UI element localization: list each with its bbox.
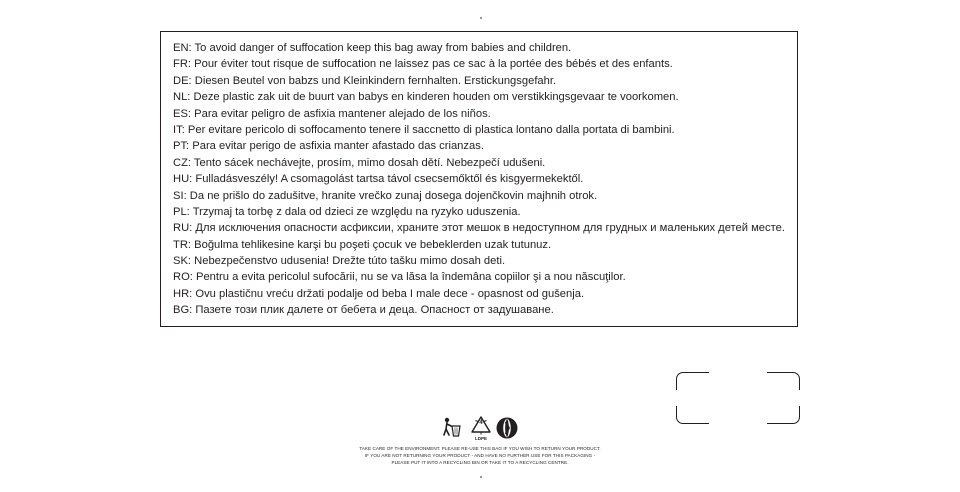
warning-tr: TR: Boğulma tehlikesine karşi bu poşeti çocuk ve bebeklerden uzak tutunuz. (173, 238, 552, 251)
recycling-triangle-icon (469, 415, 493, 437)
warning-pt: PT: Para evitar perigo de asfixia manter afastado das crianzas. (173, 140, 484, 153)
frame-corner-top-left (676, 372, 709, 390)
warning-pl: PL: Trzymaj ta torbę z dala od dzieci ze względu na ryzyko uduszenia. (173, 205, 521, 218)
warning-sk: SK: Nebezpečenstvo udusenia! Drežte túto tašku mimo dosah deti. (173, 255, 506, 268)
warning-hr: HR: Ovu plastičnu vreću držati podalje od beba I male dece - opasnost od gušenja. (173, 287, 585, 300)
warning-si: SI: Da ne prišlo do zadušitve, hranite vrečko zunaj dosega dojenčkovin majhnih otrok. (173, 189, 598, 202)
warning-bg: BG: Пазете този плик далете от бебета и деца. Опасност от задушаване. (173, 304, 554, 317)
environment-notice-line: PLEASE PUT IT INTO A RECYCLING BIN OR TAKE IT TO A RECYCLING CENTRE. (391, 460, 569, 466)
environment-symbols (441, 414, 521, 444)
warning-en: EN: To avoid danger of suffocation keep this bag away from babies and children. (173, 42, 572, 54)
warning-ro: RO: Pentru a evita pericolul sufocării, nu se va lăsa la îndemâna copiilor şi a nou născuţilor. (173, 271, 626, 284)
frame-corner-top-right (767, 372, 800, 390)
tidy-man-icon (441, 416, 461, 442)
warning-hu: HU: Fulladásveszély! A csomagolást tartsa távol csecsemőktől és kisgyermekektől. (173, 173, 584, 186)
recycling-code: LDPE (474, 436, 487, 441)
warning-de: DE: Diesen Beutel von babzs und Kleinkindern fernhalten. Erstickungsgefahr. (173, 74, 557, 87)
registration-mark-bottom (480, 476, 482, 478)
warning-nl: NL: Deze plastic zak uit de buurt van babys en kinderen houden om verstikkingsgevaar te voorkomen. (173, 91, 679, 104)
frame-corner-bottom-left (676, 406, 709, 424)
environment-notice-line: TAKE CARE OF THE ENVIRONMENT. PLEASE RE-USE THIS BAG IF YOU WISH TO RETURN YOUR PRODUCT. (359, 446, 601, 451)
frame-corner-bottom-right (767, 406, 800, 424)
environment-notice-line: IF YOU ARE NOT RETURNING YOUR PRODUCT - AND HAVE NO FURTHER USE FOR THIS PACKAGING - (364, 453, 596, 459)
registration-mark-top (480, 17, 482, 19)
environment-notice (300, 445, 660, 467)
suffocation-warning-box (160, 31, 798, 327)
warning-cz: CZ: Tento sácek nechávejte, prosím, mimo dosah dětí. Nebezpečí udušeni. (173, 156, 546, 169)
warning-list (173, 40, 803, 319)
warning-es: ES: Para evitar peligro de asfixia mantener alejado de los niños. (173, 107, 491, 120)
warning-ru: RU: Для исключения опасности асфиксии, храните этот мешок в недоступном для грудных и маленьких детей месте. (173, 222, 785, 235)
warning-fr: FR: Pour éviter tout risque de suffocation ne laissez pas ce sac à la portée des bébés et des enfants. (173, 58, 673, 71)
product-window-frame (676, 372, 800, 424)
recycling-number: 4 (479, 420, 483, 426)
warning-it: IT: Per evitare pericolo di soffocamento tenere il saccnetto di plastica lontano dalla portata di bambini. (173, 123, 675, 136)
green-dot-icon (495, 416, 519, 440)
